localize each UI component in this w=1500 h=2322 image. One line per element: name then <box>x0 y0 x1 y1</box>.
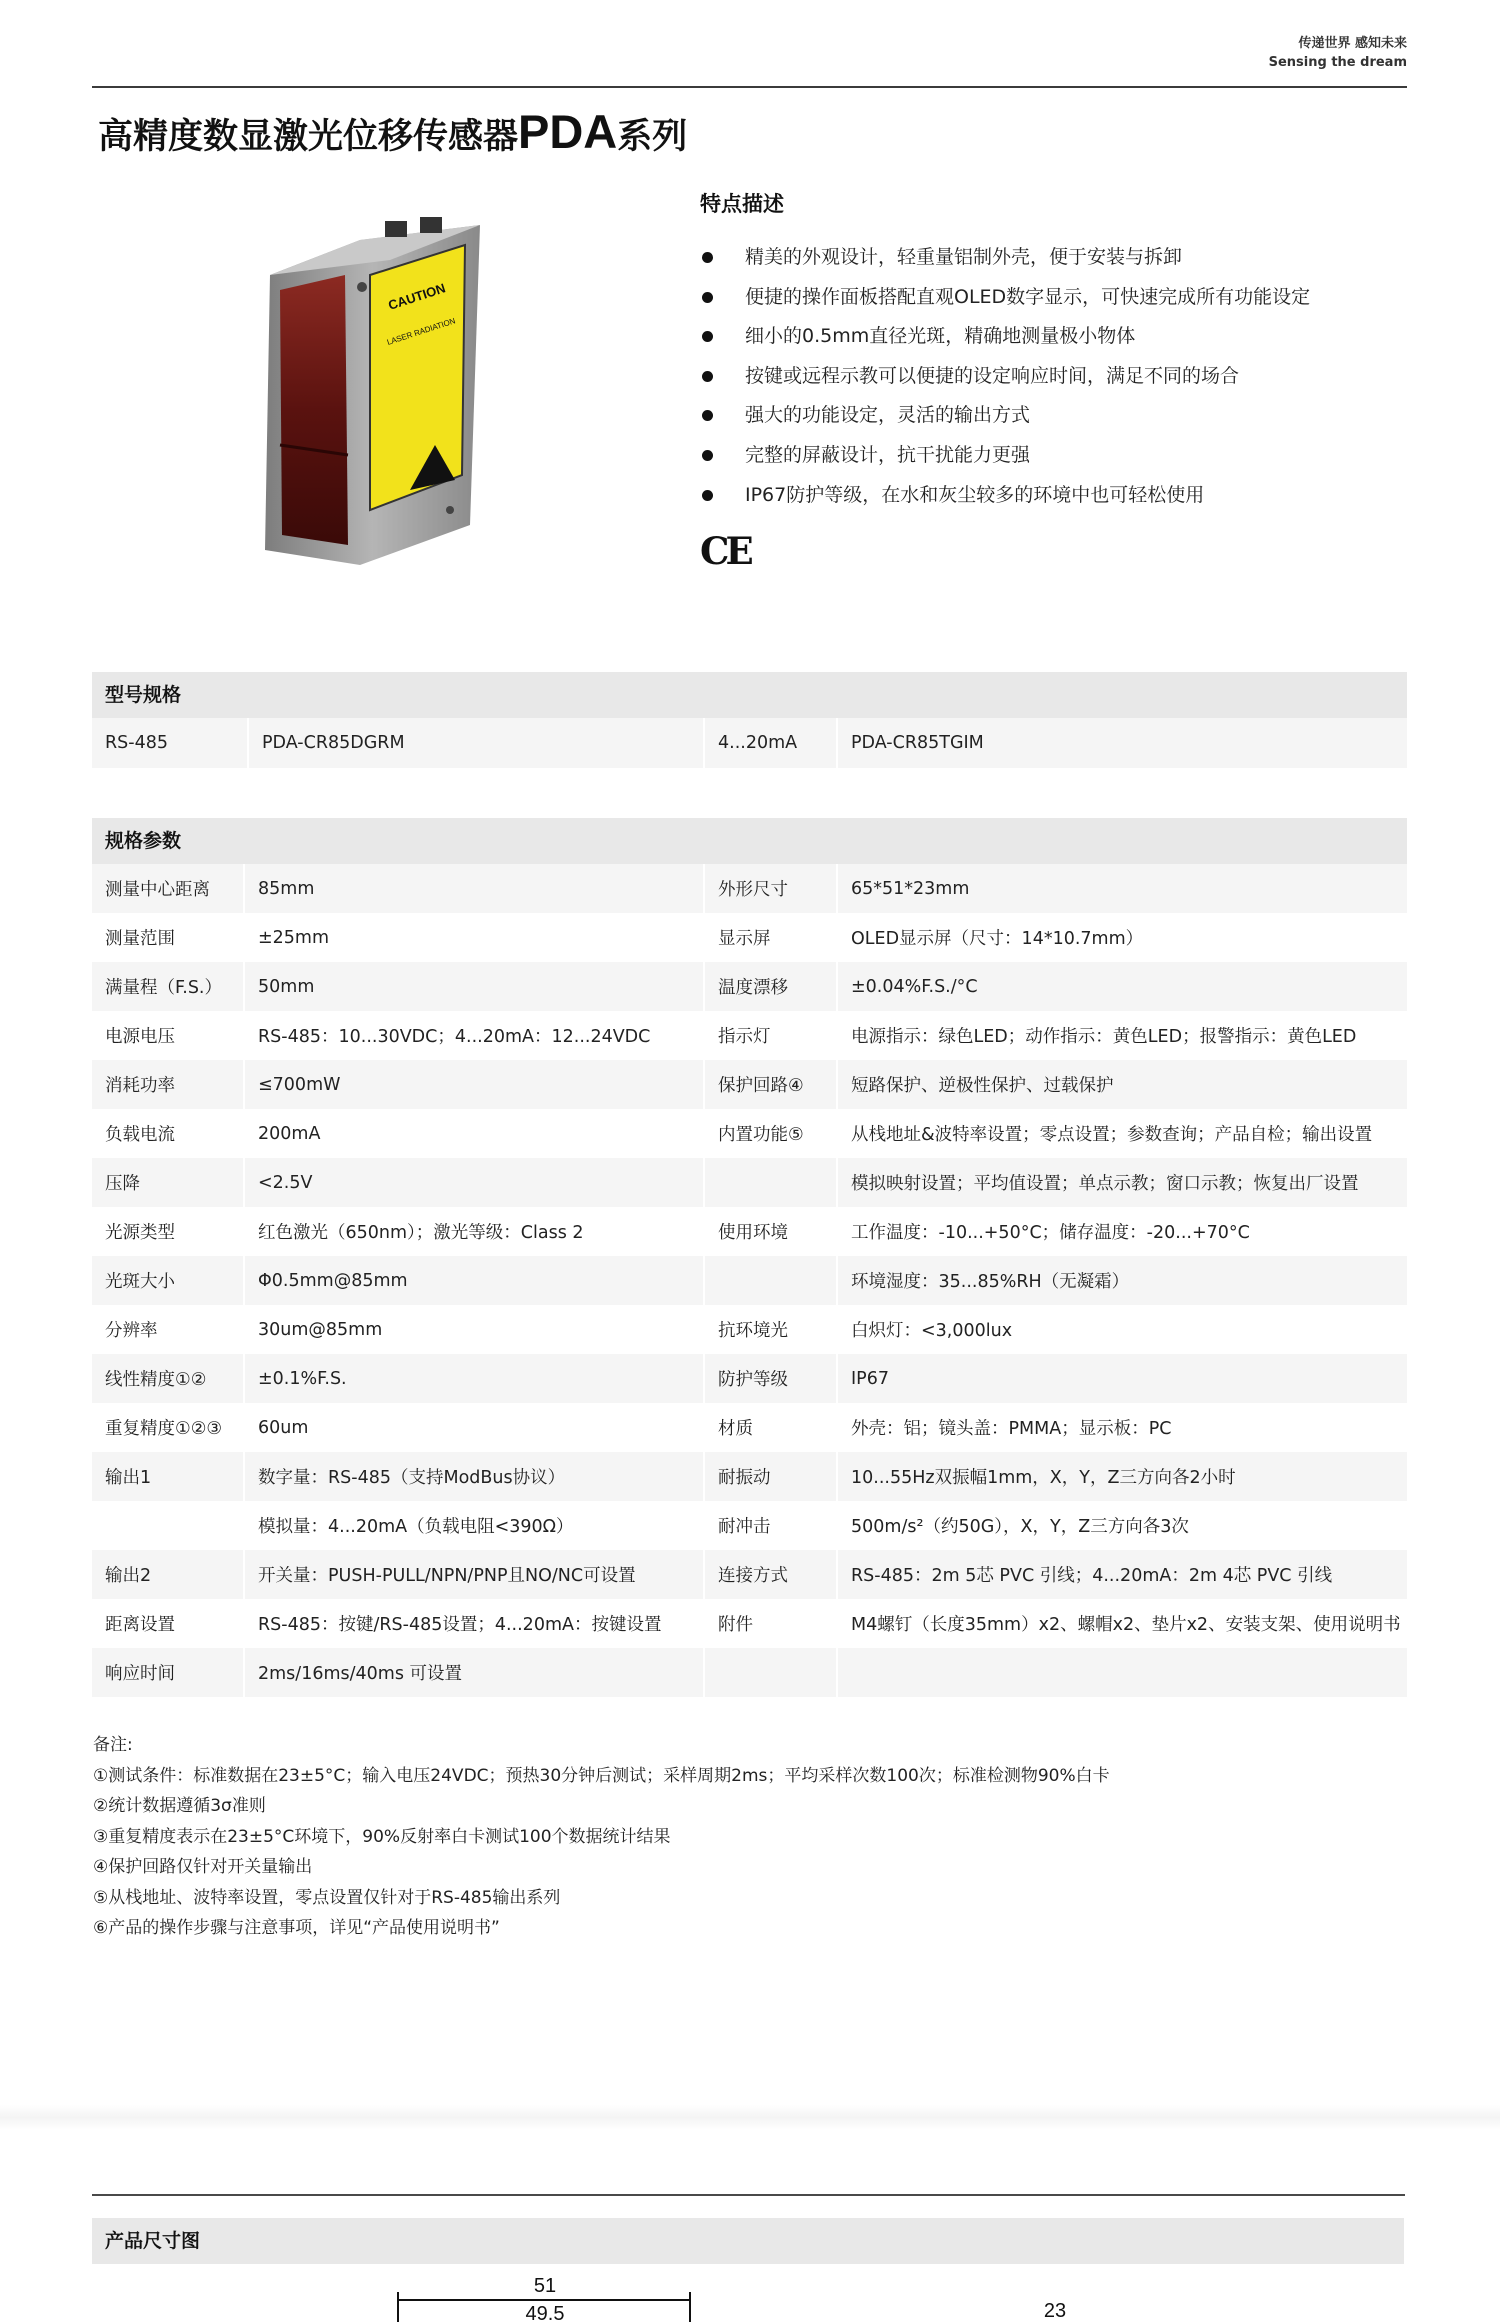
dimension-drawing <box>0 2270 1500 2322</box>
title-prefix: 高精度数显激光位移传感器 <box>98 117 519 157</box>
table-row <box>92 1648 1407 1697</box>
param-value: RS-485：2m 5芯 PVC 引线；4...20mA：2m 4芯 PVC 引线 <box>837 1550 1407 1599</box>
feature-item: 便捷的操作面板搭配直观OLED数字显示，可快速完成所有功能设定 <box>700 278 1420 318</box>
param-value <box>837 1648 1407 1697</box>
param-value: 65*51*23mm <box>837 864 1407 913</box>
model-spec-heading: 型号规格 <box>92 672 1407 718</box>
table-row <box>92 718 1407 768</box>
param-label: 指示灯 <box>704 1011 837 1060</box>
top-divider <box>92 86 1407 88</box>
table-row <box>92 1501 1407 1550</box>
table-row <box>92 1305 1407 1354</box>
param-value: ≤700mW <box>244 1060 704 1109</box>
page-break-shadow <box>0 2105 1500 2130</box>
feature-item: 按键或远程示教可以便捷的设定响应时间，满足不同的场合 <box>700 357 1420 397</box>
page-title <box>98 104 687 159</box>
table-cell: RS-485 <box>92 718 248 768</box>
note-item: ④保护回路仅针对开关量输出 <box>93 1857 313 1877</box>
param-value: 外壳：铝；镜头盖：PMMA；显示板：PC <box>837 1403 1407 1452</box>
param-label: 外形尺寸 <box>704 864 837 913</box>
lens-window <box>280 275 348 545</box>
note-item: ②统计数据遵循3σ准则 <box>93 1796 266 1816</box>
param-label: 连接方式 <box>704 1550 837 1599</box>
table-row <box>92 1550 1407 1599</box>
note-item: ⑤从栈地址、波特率设置，零点设置仅针对于RS-485输出系列 <box>93 1887 561 1908</box>
param-value: Φ0.5mm@85mm <box>244 1256 704 1305</box>
slogan-cn: 传递世界 感知未来 <box>1298 36 1407 51</box>
dim-label: 49.5 <box>525 2303 565 2322</box>
caution-label <box>370 245 465 510</box>
param-label: 消耗功率 <box>92 1060 244 1109</box>
feature-item: IP67防护等级，在水和灰尘较多的环境中也可轻松使用 <box>700 476 1420 516</box>
table-row <box>92 913 1407 962</box>
param-value: 从栈地址&波特率设置；零点设置；参数查询；产品自检；输出设置 <box>837 1109 1407 1158</box>
param-label: 材质 <box>704 1403 837 1452</box>
param-value: 开关量：PUSH-PULL/NPN/PNP且NO/NC可设置 <box>244 1550 704 1599</box>
param-value: 85mm <box>244 864 704 913</box>
header-slogan <box>1269 34 1407 72</box>
param-label: 防护等级 <box>704 1354 837 1403</box>
params-heading: 规格参数 <box>92 818 1407 864</box>
bullet-icon <box>702 252 713 263</box>
ce-mark-icon: CE <box>700 529 750 574</box>
param-label: 温度漂移 <box>704 962 837 1011</box>
table-row <box>92 1403 1407 1452</box>
features-section <box>700 188 1420 573</box>
param-value: 短路保护、逆极性保护、过载保护 <box>837 1060 1407 1109</box>
param-label: 输出2 <box>92 1550 244 1599</box>
table-row <box>92 864 1407 913</box>
feature-item: 精美的外观设计，轻重量铝制外壳，便于安装与拆卸 <box>700 238 1420 278</box>
table-row <box>92 1011 1407 1060</box>
param-value: 10...55Hz双振幅1mm，X，Y，Z三方向各2小时 <box>837 1452 1407 1501</box>
param-label: 附件 <box>704 1599 837 1648</box>
bullet-icon <box>702 292 713 303</box>
table-row <box>92 1599 1407 1648</box>
bottom-divider <box>92 2194 1405 2196</box>
param-value: 模拟量：4...20mA（负载电阻<390Ω） <box>244 1501 704 1550</box>
bullet-icon <box>702 490 713 501</box>
param-label: 满量程（F.S.） <box>92 962 244 1011</box>
note-item: ⑥产品的操作步骤与注意事项，详见“产品使用说明书” <box>93 1918 500 1938</box>
param-value: 模拟映射设置；平均值设置；单点示教；窗口示教；恢复出厂设置 <box>837 1158 1407 1207</box>
param-label: 响应时间 <box>92 1648 244 1697</box>
connector-right <box>420 217 442 233</box>
bullet-icon <box>702 410 713 421</box>
param-value: 白炽灯：<3,000lux <box>837 1305 1407 1354</box>
param-value: 环境湿度：35...85%RH（无凝霜） <box>837 1256 1407 1305</box>
param-value: 工作温度：-10...+50°C；储存温度：-20...+70°C <box>837 1207 1407 1256</box>
param-value: 红色激光（650nm）；激光等级：Class 2 <box>244 1207 704 1256</box>
param-value: RS-485：按键/RS-485设置；4...20mA：按键设置 <box>244 1599 704 1648</box>
bullet-icon <box>702 371 713 382</box>
connector-left <box>385 221 407 237</box>
param-value: IP67 <box>837 1354 1407 1403</box>
features-list <box>700 238 1420 515</box>
param-label: 压降 <box>92 1158 244 1207</box>
param-label: 光源类型 <box>92 1207 244 1256</box>
param-value: ±0.1%F.S. <box>244 1354 704 1403</box>
param-label: 输出1 <box>92 1452 244 1501</box>
table-cell: PDA-CR85TGIM <box>837 718 1407 768</box>
param-label: 抗环境光 <box>704 1305 837 1354</box>
param-value: RS-485：10...30VDC；4...20mA：12...24VDC <box>244 1011 704 1060</box>
table-row <box>92 962 1407 1011</box>
table-row <box>92 1256 1407 1305</box>
param-label: 耐冲击 <box>704 1501 837 1550</box>
dim-label: 51 <box>533 2275 557 2297</box>
param-label: 电源电压 <box>92 1011 244 1060</box>
laser-text: LASER RADIATION <box>385 316 457 347</box>
slogan-en: Sensing the dream <box>1268 55 1407 70</box>
param-label: 测量中心距离 <box>92 864 244 913</box>
param-value: <2.5V <box>244 1158 704 1207</box>
param-label: 分辨率 <box>92 1305 244 1354</box>
param-label <box>704 1158 837 1207</box>
param-value: 60um <box>244 1403 704 1452</box>
caution-text: CAUTION <box>386 280 448 313</box>
param-label <box>704 1648 837 1697</box>
param-label: 负载电流 <box>92 1109 244 1158</box>
model-spec-table <box>92 718 1407 768</box>
param-label: 耐振动 <box>704 1452 837 1501</box>
param-value: ±0.04%F.S./°C <box>837 962 1407 1011</box>
table-row <box>92 1207 1407 1256</box>
feature-item: 完整的屏蔽设计，抗干扰能力更强 <box>700 436 1420 476</box>
features-heading: 特点描述 <box>700 192 784 216</box>
param-value: ±25mm <box>244 913 704 962</box>
product-photo <box>240 205 540 605</box>
param-label: 显示屏 <box>704 913 837 962</box>
dimension-heading: 产品尺寸图 <box>92 2218 1404 2264</box>
param-value: 50mm <box>244 962 704 1011</box>
table-row <box>92 1158 1407 1207</box>
param-label: 线性精度①② <box>92 1354 244 1403</box>
param-label: 重复精度①②③ <box>92 1403 244 1452</box>
param-value: OLED显示屏（尺寸：14*10.7mm） <box>837 913 1407 962</box>
screw-icon <box>357 282 367 292</box>
param-label <box>92 1501 244 1550</box>
note-item: ③重复精度表示在23±5°C环境下，90%反射率白卡测试100个数据统计结果 <box>93 1826 671 1847</box>
title-model: PDA <box>518 105 618 158</box>
param-value: 500m/s²（约50G），X，Y，Z三方向各3次 <box>837 1501 1407 1550</box>
param-value: 电源指示：绿色LED；动作指示：黄色LED；报警指示：黄色LED <box>837 1011 1407 1060</box>
param-label: 光斑大小 <box>92 1256 244 1305</box>
param-label: 距离设置 <box>92 1599 244 1648</box>
bullet-icon <box>702 450 713 461</box>
param-label: 保护回路④ <box>704 1060 837 1109</box>
param-label: 测量范围 <box>92 913 244 962</box>
param-label <box>704 1256 837 1305</box>
dim-label: 23 <box>1043 2300 1067 2322</box>
param-value: 2ms/16ms/40ms 可设置 <box>244 1648 704 1697</box>
table-row <box>92 1060 1407 1109</box>
notes-section <box>93 1730 1110 1944</box>
title-suffix: 系列 <box>617 117 688 157</box>
notes-heading: 备注: <box>93 1735 133 1755</box>
table-cell: PDA-CR85DGRM <box>248 718 704 768</box>
param-label: 内置功能⑤ <box>704 1109 837 1158</box>
screw-icon <box>446 506 454 514</box>
table-cell: 4...20mA <box>704 718 837 768</box>
bullet-icon <box>702 331 713 342</box>
note-item: ①测试条件：标准数据在23±5°C；输入电压24VDC；预热30分钟后测试；采样周期2ms；平均采样次数100次；标准检测物90%白卡 <box>93 1765 1110 1786</box>
param-label: 使用环境 <box>704 1207 837 1256</box>
table-row <box>92 1452 1407 1501</box>
param-value: 30um@85mm <box>244 1305 704 1354</box>
feature-item: 强大的功能设定，灵活的输出方式 <box>700 396 1420 436</box>
param-value: 数字量：RS-485（支持ModBus协议） <box>244 1452 704 1501</box>
params-table <box>92 864 1407 1697</box>
table-row <box>92 1109 1407 1158</box>
table-row <box>92 1354 1407 1403</box>
feature-item: 细小的0.5mm直径光斑，精确地测量极小物体 <box>700 317 1420 357</box>
param-value: M4螺钉（长度35mm）x2、螺帽x2、垫片x2、安装支架、使用说明书 <box>837 1599 1407 1648</box>
param-value: 200mA <box>244 1109 704 1158</box>
